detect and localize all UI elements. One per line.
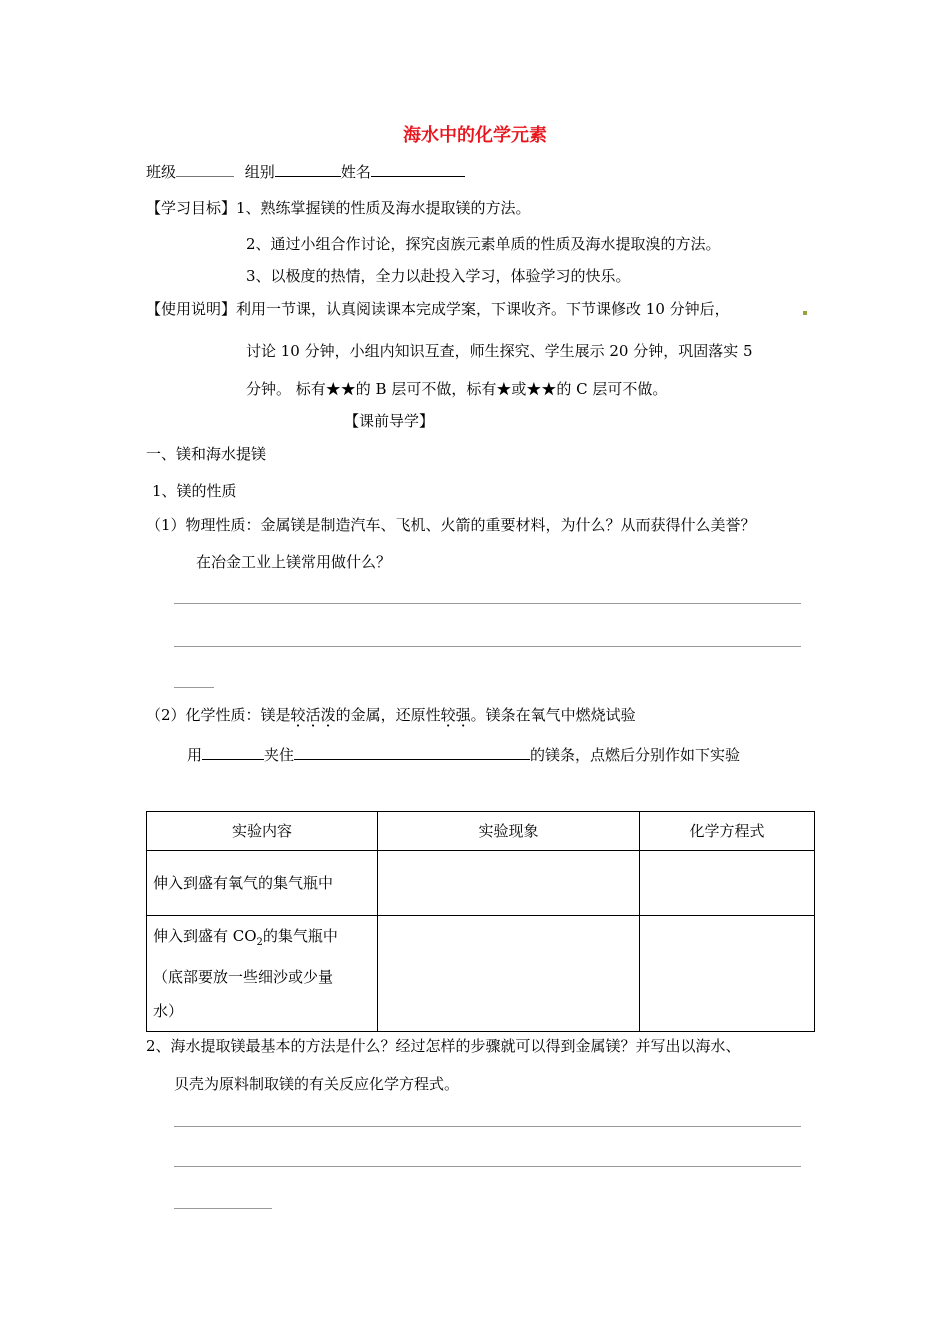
name-blank[interactable]	[371, 162, 465, 177]
use-label: 用	[187, 746, 203, 764]
class-label: 班级	[146, 163, 177, 181]
usage-text: 利用一节课，认真阅读课本完成学案，下课收齐。下节课修改 10 分钟后，	[236, 300, 730, 318]
experiment-table	[146, 811, 815, 1032]
goal-item: 3、以极度的热情，全力以赴投入学习，体验学习的快乐。	[246, 267, 631, 285]
table-row	[147, 916, 815, 1032]
group-label: 组别	[244, 163, 275, 181]
row2-text: （底部要放一些细沙或少量	[153, 968, 334, 986]
row2-text: 水）	[153, 1002, 184, 1020]
answer-line[interactable]	[174, 1208, 272, 1209]
observation-cell[interactable]	[378, 916, 640, 1032]
goals-tag: 【学习目标】	[146, 199, 237, 217]
tool-blank[interactable]	[202, 745, 264, 760]
emphasis-char: 较	[440, 706, 456, 724]
header-cell: 实验内容	[147, 812, 378, 851]
answer-line[interactable]	[174, 1166, 801, 1167]
usage-line-1	[146, 299, 730, 319]
experiment-content-cell: 伸入到盛有氧气的集气瓶中	[147, 851, 378, 916]
pre-class-heading: 【课前导学】	[344, 412, 435, 430]
answer-line[interactable]	[174, 687, 214, 688]
emphasis-char: 强	[455, 706, 471, 724]
goal-item: 2、通过小组合作讨论，探究卤族元素单质的性质及海水提取溴的方法。	[246, 235, 721, 253]
header-cell: 化学方程式	[640, 812, 815, 851]
chemical-suffix: 。镁条在氧气中燃烧试验	[470, 706, 636, 724]
goal-item: 1、熟练掌握镁的性质及海水提取镁的方法。	[236, 199, 531, 217]
observation-cell[interactable]	[378, 851, 640, 916]
question-2-cont: 贝壳为原料制取镁的有关反应化学方程式。	[174, 1075, 460, 1093]
experiment-content-cell	[147, 916, 378, 1032]
physical-question-cont: 在冶金工业上镁常用做什么？	[196, 553, 392, 571]
usage-text: 讨论 10 分钟，小组内知识互查，师生探究、学生展示 20 分钟，巩固落实 5	[246, 342, 753, 360]
row2-text: 伸入到盛有 CO	[153, 927, 257, 945]
emphasis-char: 较	[290, 706, 306, 724]
row2-text: 的集气瓶中	[262, 927, 338, 945]
question-2: 2、海水提取镁最基本的方法是什么？经过怎样的步骤就可以得到金属镁？并写出以海水、	[146, 1037, 741, 1055]
usage-tag: 【使用说明】	[146, 300, 237, 318]
emphasis-char: 活	[305, 706, 321, 724]
table-row	[147, 851, 815, 916]
subscript: 2	[256, 937, 263, 948]
subsection-heading: 1、镁的性质	[152, 482, 237, 500]
table-header-row	[147, 812, 815, 851]
physical-question: （1）物理性质：金属镁是制造汽车、飞机、火箭的重要材料，为什么？从而获得什么美誉？	[146, 516, 756, 534]
after-label: 的镁条，点燃后分别作如下实验	[530, 746, 741, 764]
group-blank[interactable]	[275, 162, 341, 177]
olive-dot-mark	[803, 311, 807, 315]
chemical-property-line	[146, 705, 636, 725]
name-label: 姓名	[340, 163, 371, 181]
clamp-label: 夹住	[264, 746, 295, 764]
usage-text: 分钟。 标有★★的 B 层可不做，标有★或★★的 C 层可不做。	[246, 380, 668, 398]
page-title: 海水中的化学元素	[403, 125, 547, 146]
equation-cell[interactable]	[640, 851, 815, 916]
header-cell: 实验现象	[378, 812, 640, 851]
answer-line[interactable]	[174, 1126, 801, 1127]
magnesium-blank[interactable]	[294, 745, 530, 760]
chemical-mid: 的金属，还原性	[335, 706, 441, 724]
goals-line-1	[146, 198, 531, 218]
answer-line[interactable]	[174, 646, 801, 647]
chemical-prefix: （2）化学性质：镁是	[146, 706, 291, 724]
emphasis-char: 泼	[320, 706, 336, 724]
answer-line[interactable]	[174, 603, 801, 604]
student-info-line	[146, 162, 465, 182]
section-heading: 一、镁和海水提镁	[146, 445, 267, 463]
class-blank[interactable]	[176, 162, 234, 177]
experiment-setup-line	[187, 745, 740, 765]
equation-cell[interactable]	[640, 916, 815, 1032]
